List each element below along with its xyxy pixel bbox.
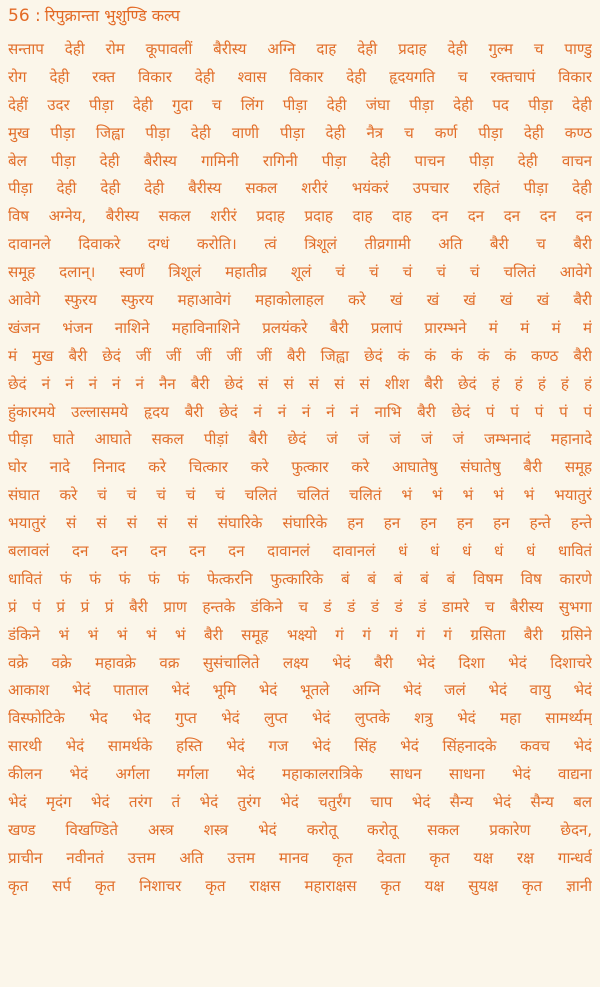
text-line: प्रं पं प्रं प्रं प्रं बैरी प्राण हन्तके डंकिने च डं डं डं डं डं डामरे च बैरीस्य सुभगा: [8, 597, 592, 616]
text-line: धावितं फं फं फं फं फं फेत्करनि फुत्कारिके बं बं बं बं बं विषम विष कारणे: [8, 569, 592, 588]
text-line: पीड़ा घाते आघाते सकल पीड़ां बैरी छेदं जं जं जं जं जं जम्भनादं महानादे: [8, 430, 592, 449]
text-line: बेल पीड़ा देही बैरीस्य गामिनी रागिनी पीड़ा देही पाचन पीड़ा देही वाचन: [8, 151, 592, 170]
body-text: [8, 36, 592, 901]
text-line: दावानले दिवाकरे दग्धं करोति। त्वं त्रिशूलं तीव्रगामी अति बैरी च बैरी: [8, 235, 592, 254]
text-line: मुख पीड़ा जिह्वा पीड़ा देही वाणी पीड़ा देही नैत्र च कर्ण पीड़ा देही कण्ठ: [8, 123, 592, 142]
text-line: पीड़ा देही देही देही बैरीस्य सकल शरीरं भयंकरं उपचार रहितं पीड़ा देही: [8, 179, 592, 198]
text-line: प्राचीन नवीनतं उत्तम अति उत्तम मानव कृत देवता कृत यक्ष रक्ष गान्धर्व: [8, 848, 592, 867]
text-line: कीलन भेदं अर्गला मर्गला भेदं महाकालरात्रिके साधन साधना भेदं वाद्यना: [8, 765, 592, 784]
text-line: खण्ड विखण्डिते अस्त्र शस्त्र भेदं करोतू करोतू सकल प्रकारेण छेदन,: [8, 820, 592, 839]
text-line: समूह दलान्। स्वर्णं त्रिशूलं महातीव्र शूलं चं चं चं चं चं चलितं आवेगे: [8, 263, 592, 282]
text-line: घोर नादे निनाद करे चित्कार करे फुत्कार करे आघातेषु संघातेषु बैरी समूह: [8, 458, 592, 477]
text-line: विष अग्नेय, बैरीस्य सकल शरीरं प्रदाह प्रदाह दाह दाह दन दन दन दन दन: [8, 207, 592, 226]
text-line: छेदं नं नं नं नं नं नैन बैरी छेदं सं सं सं सं सं शीश बैरी छेदं हं हं हं हं हं: [8, 374, 592, 393]
text-line: रोग देही रक्त विकार देही श्वास विकार देही हृदयगति च रक्तचापं विकार: [8, 67, 592, 86]
text-line: सारथी भेदं सामर्थके हस्ति भेदं गज भेदं सिंह भेदं सिंहनादके कवच भेदं: [8, 737, 592, 756]
text-line: कृत सर्प कृत निशाचर कृत राक्षस महाराक्षस कृत यक्ष सुयक्ष कृत ज्ञानी: [8, 876, 592, 895]
text-line: मं मुख बैरी छेदं जीं जीं जीं जीं जीं बैरी जिह्वा छेदं कं कं कं कं कं कण्ठ बैरी: [8, 346, 592, 365]
text-line: खंजन भंजन नाशिने महाविनाशिने प्रलयंकरे बैरी प्रलापं प्रारम्भने मं मं मं मं: [8, 318, 592, 337]
text-line: देहीं उदर पीड़ा देही गुदा च लिंग पीड़ा देही जंघा पीड़ा देही पद पीड़ा देही: [8, 95, 592, 114]
text-line: संघात करे चं चं चं चं चं चलितं चलितं चलितं भं भं भं भं भं भयातुरं: [8, 486, 592, 505]
text-line: भयातुरं सं सं सं सं सं संघारिके संघारिके हन हन हन हन हन हन्ते हन्ते: [8, 514, 592, 533]
text-line: डंकिने भं भं भं भं भं बैरी समूह भक्ष्यो गं गं गं गं गं ग्रसिता बैरी ग्रसिने: [8, 625, 592, 644]
chapter-title: रिपुक्रान्ता भुशुण्डि कल्प: [44, 6, 181, 25]
page-header: [8, 4, 592, 30]
text-line: भेदं मृदंग भेदं तरंग तं भेदं तुरंग भेदं चतुर्रंग चाप भेदं सैन्य भेदं सैन्य बल: [8, 793, 592, 812]
text-line: बलावलं दन दन दन दन दन दावानलं दावानलं धं धं धं धं धं धावितं: [8, 542, 592, 561]
text-line: वक्रे वक्रे महावक्रे वक्र सुसंचालिते लक्ष्य भेदं बैरी भेदं दिशा भेदं दिशाचरे: [8, 653, 592, 672]
text-line: आवेगे स्फुरय स्फुरय महाआवेगं महाकोलाहल करे खं खं खं खं खं बैरी: [8, 291, 592, 310]
text-line: सन्ताप देही रोम कूपावलीं बैरीस्य अग्नि दाह देही प्रदाह देही गुल्म च पाण्डु: [8, 40, 592, 58]
page-number: 56 :: [8, 6, 41, 26]
text-line: विस्फोटिके भेद भेद गुप्त भेदं लुप्त भेदं लुप्तके शत्रु भेदं महा सामर्थ्यम्: [8, 709, 592, 728]
text-line: आकाश भेदं पाताल भेदं भूमि भेदं भूतले अग्नि भेदं जलं भेदं वायु भेदं: [8, 681, 592, 700]
text-line: हुंकारमये उल्लासमये हृदय बैरी छेदं नं नं नं नं नं नाभि बैरी छेदं पं पं पं पं पं: [8, 402, 592, 421]
